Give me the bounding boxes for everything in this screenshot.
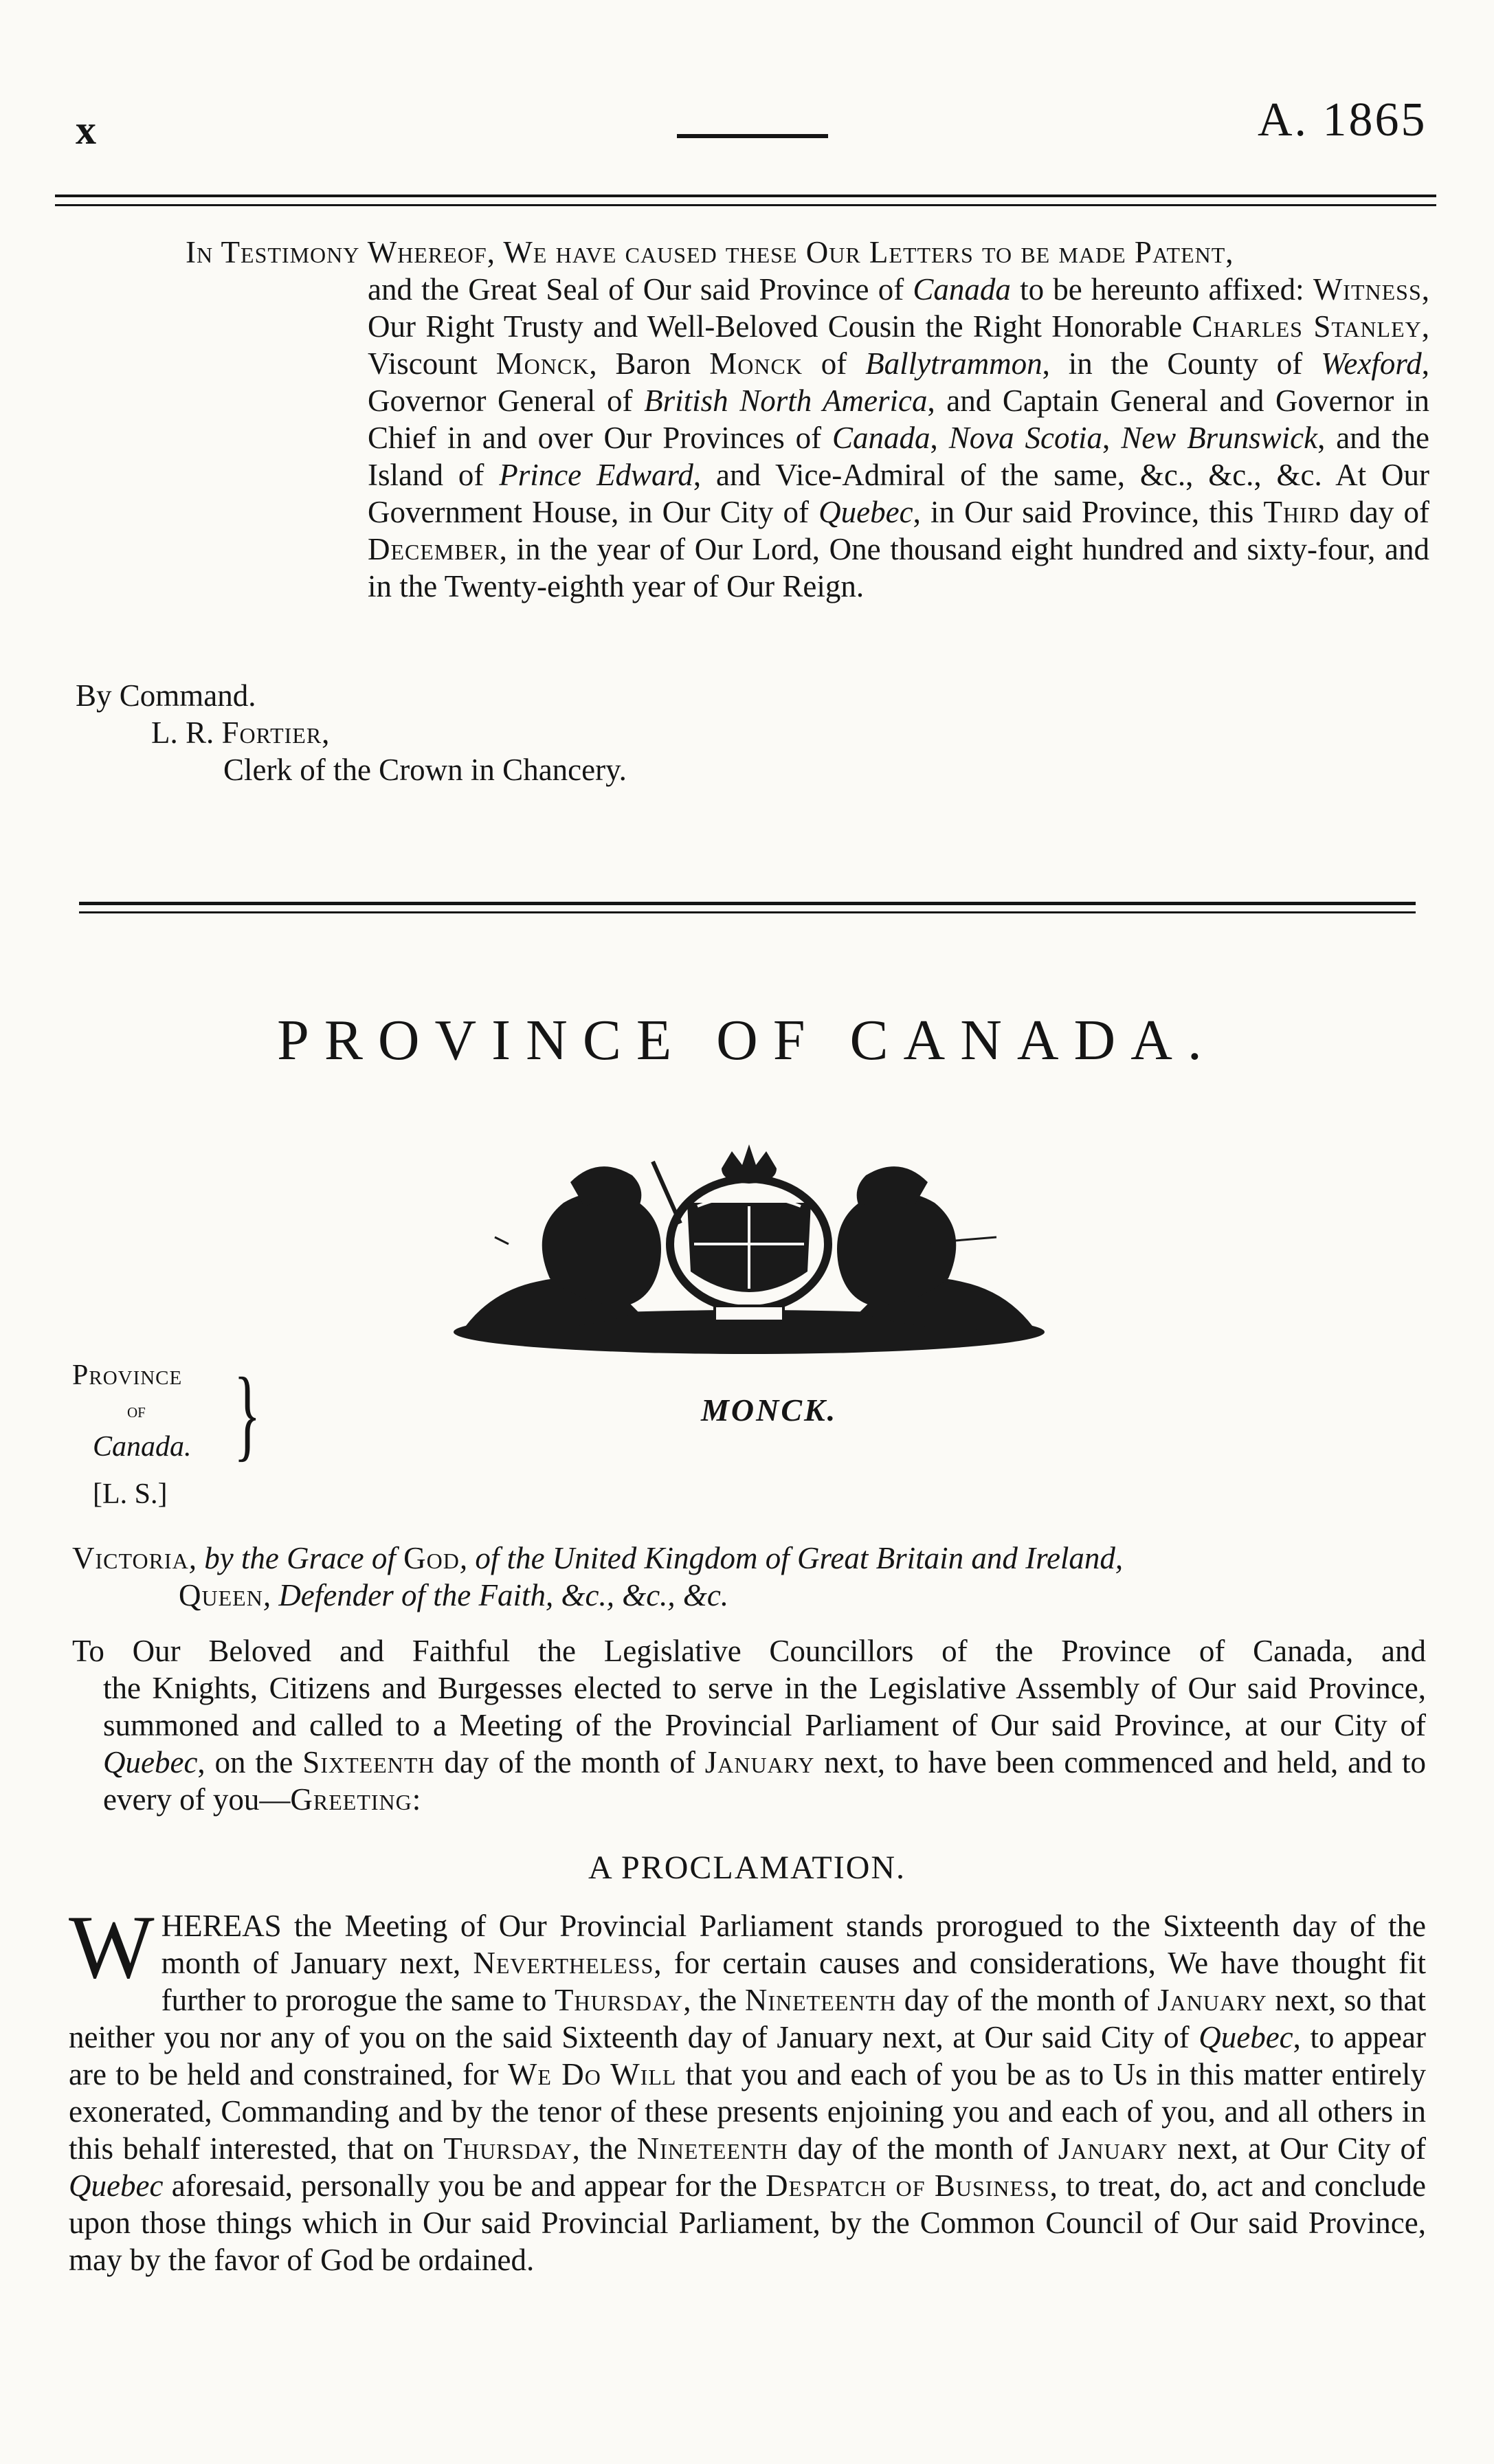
section-rule-bottom [79, 911, 1416, 913]
address-first-line: To Our Beloved and Faithful the Legislative Councillors of the Province of Canada, and [72, 1634, 1426, 1668]
testimony-paragraph [76, 234, 1429, 605]
victoria-title [72, 1540, 1426, 1614]
header-dash [677, 134, 828, 138]
province-box-line2: of [127, 1399, 146, 1422]
victoria-line1: Victoria, by the Grace of God, of the United Kingdom of Great Britain and Ireland, [72, 1541, 1124, 1575]
proclamation-title: PROVINCE OF CANADA. [277, 1008, 1217, 1072]
testimony-body: and the Great Seal of Our said Province of Canada to be hereunto affixed: Witness, Our Right Trusty and Well-Beloved Cousin the Right Honorable Charles Stanley, Viscount Monck, Baron Monck of Ballytrammon, in the County of Wexford, Governor General of British North America, and Captain General and Governor in Chief in and over Our Provinces of Canada, Nova Scotia, New Brunswick, and the Island of Prince Edward, and Vice-Admiral of the same, &c., &c., &c. At Our Government House, in Our City of Quebec, in Our said Province, this Third day of December, in the year of Our Lord, One thousand eight hundred and sixty-four, and in the Twenty-eighth year of Our Reign. [368, 272, 1430, 603]
province-box-line3: Canada. [93, 1431, 192, 1463]
section-rule-top [79, 902, 1416, 905]
seal-mark: [L. S.] [93, 1478, 168, 1510]
drop-cap: W [69, 1896, 155, 1997]
address-paragraph [72, 1632, 1426, 1818]
province-box-line1: Province [72, 1359, 183, 1391]
header-rule-bottom [55, 204, 1436, 206]
a-proclamation-heading: A PROCLAMATION. [588, 1850, 906, 1886]
testimony-lead: In Testimony Whereof, We have caused these Our Letters to be made Patent, [186, 235, 1234, 269]
by-command-line: By Command. [76, 678, 256, 713]
clerk-office: Clerk of the Crown in Chancery. [223, 753, 627, 787]
victoria-line2: Queen, Defender of the Faith, &c., &c., &c. [179, 1578, 729, 1612]
curly-brace: } [234, 1357, 261, 1471]
header-rule-top [55, 195, 1436, 197]
royal-coat-of-arms-icon [433, 1141, 1065, 1361]
address-body: the Knights, Citizens and Burgesses elected to serve in the Legislative Assembly of Our said Province, summoned and called to a Meeting of the Provincial Parliament of Our said Province, at our City of Quebec, on the Sixteenth day of the month of January next, to have been commenced and held, and to every of you—Greeting: [103, 1671, 1426, 1817]
clerk-name: L. R. Fortier, [151, 715, 330, 750]
by-command-block [76, 677, 627, 788]
header-year: A. 1865 [1258, 93, 1427, 146]
page-numeral: x [76, 107, 96, 153]
monck-signature: MONCK. [701, 1392, 838, 1428]
whereas-paragraph: WHEREAS the Meeting of Our Provincial Parliament stands prorogued to the Sixteenth day of the month of January next, Nevertheless, for certain causes and considerations, We have thought fit further to prorogue the same to Thursday, the Nineteenth day of the month of January next, so that neither you nor any of you on the said Sixteenth day of January next, at Our said City of Quebec, to appear are to be held and constrained, for We Do Will that you and each of you be as to Us in this matter entirely exonerated, Commanding and by the tenor of these presents enjoining you and each of you, and all others in this behalf interested, that on Thursday, the Nineteenth day of the month of January next, at Our City of Quebec aforesaid, personally you be and appear for the Despatch of Business, to treat, do, act and conclude upon those things which in Our said Provincial Parliament, by the Common Council of Our said Province, may by the favor of God be ordained. [69, 1896, 1426, 2277]
